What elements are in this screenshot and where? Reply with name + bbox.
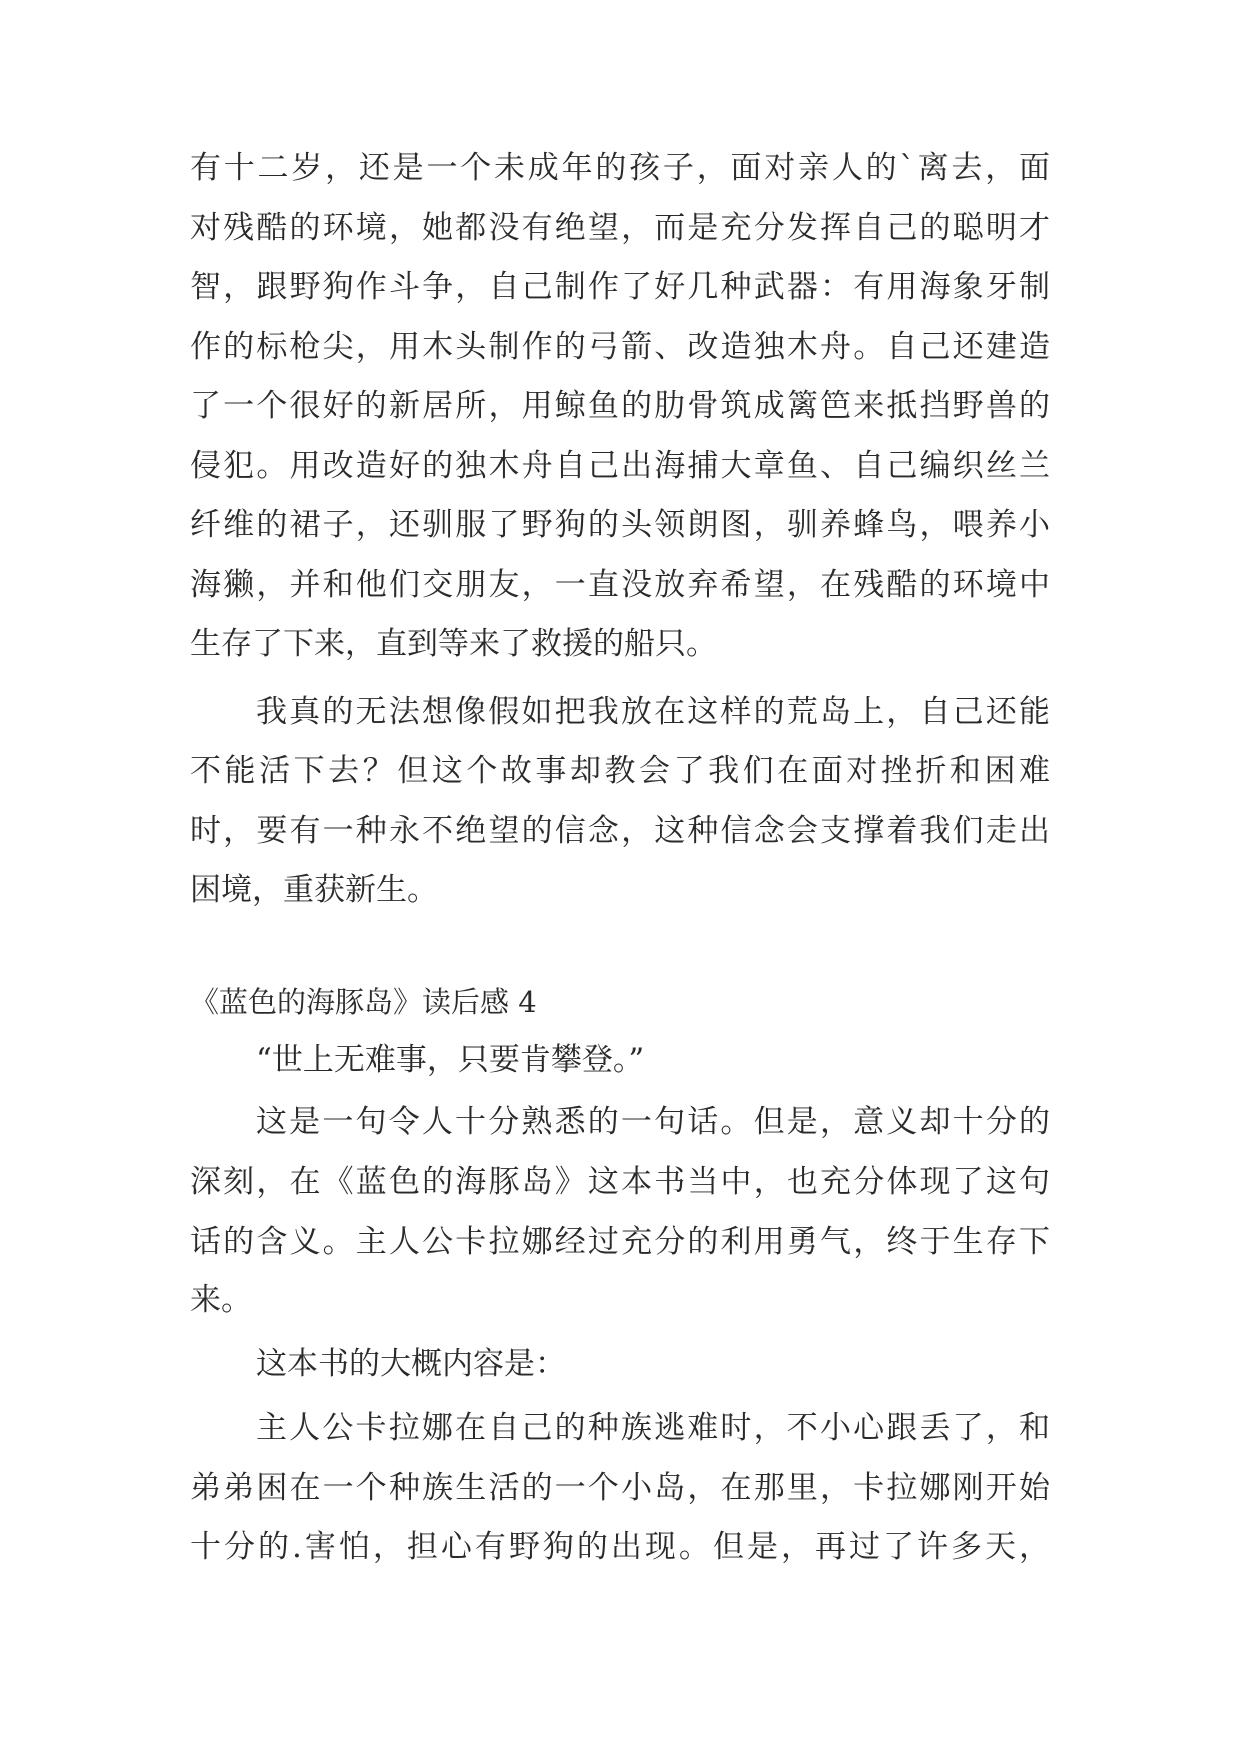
paragraph-3-line-3: 话的含义。主人公卡拉娜经过充分的利用勇气，终于生存下 [190,1224,1050,1260]
section-title: 《蓝色的海豚岛》读后感 4 [190,985,537,1019]
paragraph-1-line-9: 生存了下来，直到等来了救援的船只。 [190,626,717,662]
paragraph-5-line-3: 十分的.害怕，担心有野狗的出现。但是，再过了许多天， [190,1529,1050,1565]
paragraph-1-line-6: 侵犯。用改造好的独木舟自己出海捕大章鱼、自己编织丝兰 [190,448,1050,484]
paragraph-2-line-4: 困境，重获新生。 [190,872,438,908]
paragraph-2-line-3: 时，要有一种永不绝望的信念，这种信念会支撑着我们走出 [190,813,1050,849]
paragraph-1-line-8: 海獭，并和他们交朋友，一直没放弃希望，在残酷的环境中 [190,567,1050,603]
paragraph-5-line-1: 主人公卡拉娜在自己的种族逃难时，不小心跟丢了，和 [256,1410,1050,1446]
paragraph-1-line-1: 有十二岁，还是一个未成年的孩子，面对亲人的`离去，面 [190,150,1050,186]
paragraph-2-line-2: 不能活下去？但这个故事却教会了我们在面对挫折和困难 [190,753,1050,789]
quote: “世上无难事，只要肯攀登。” [256,1042,645,1078]
paragraph-4: 这本书的大概内容是： [256,1346,566,1382]
paragraph-5-line-2: 弟弟困在一个种族生活的一个小岛，在那里，卡拉娜刚开始 [190,1470,1050,1506]
paragraph-3-line-2: 深刻，在《蓝色的海豚岛》这本书当中，也充分体现了这句 [190,1164,1050,1200]
paragraph-3-line-1: 这是一句令人十分熟悉的一句话。但是，意义却十分的 [256,1104,1050,1140]
paragraph-1-line-7: 纤维的裙子，还驯服了野狗的头领朗图，驯养蜂鸟，喂养小 [190,507,1050,543]
paragraph-1-line-5: 了一个很好的新居所，用鲸鱼的肋骨筑成篱笆来抵挡野兽的 [190,388,1050,424]
paragraph-1-line-4: 作的标枪尖，用木头制作的弓箭、改造独木舟。自己还建造 [190,329,1050,365]
paragraph-1-line-3: 智，跟野狗作斗争，自己制作了好几种武器：有用海象牙制 [190,269,1050,305]
paragraph-3-line-4: 来。 [190,1282,252,1318]
paragraph-2-line-1: 我真的无法想像假如把我放在这样的荒岛上，自己还能 [256,694,1050,730]
paragraph-1-line-2: 对残酷的环境，她都没有绝望，而是充分发挥自己的聪明才 [190,210,1050,246]
